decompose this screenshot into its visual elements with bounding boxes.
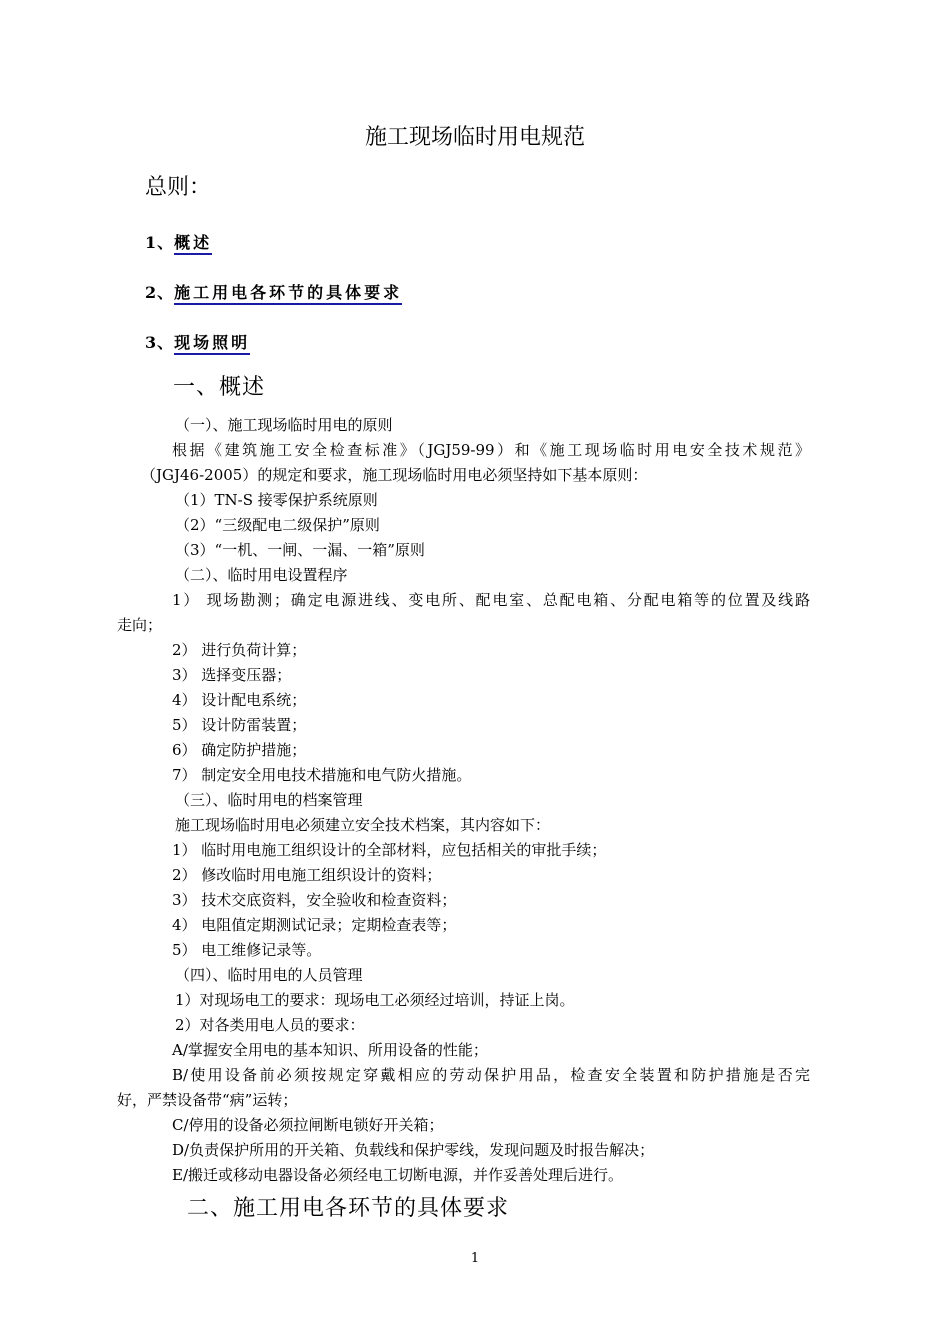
paragraph-line: 1）对现场电工的要求：现场电工必须经过培训，持证上岗。 (175, 991, 575, 1009)
section-heading-requirements: 二、施工用电各环节的具体要求 (187, 1196, 510, 1221)
subsection-title: （三）、临时用电的档案管理 (175, 791, 363, 809)
list-item: 3） 选择变压器； (172, 666, 292, 684)
list-item: 5） 设计防雷装置； (172, 716, 307, 734)
section-body (117, 413, 810, 1188)
principle-item: （2）“三级配电二级保护”原则 (175, 516, 380, 534)
principle-item: （1）TN-S 接零保护系统原则 (175, 491, 378, 509)
toc-item-requirements[interactable] (145, 280, 402, 303)
paragraph-line: 走向； (117, 616, 163, 634)
toc-number: 2、 (145, 283, 175, 302)
toc-item-overview[interactable] (145, 230, 212, 253)
toc-item-lighting[interactable] (145, 330, 250, 353)
paragraph-line: 根据《建筑施工安全检查标准》（JGJ59-99）和《施工现场临时用电安全技术规范》 (172, 441, 810, 459)
list-item: A/掌握安全用电的基本知识、所用设备的性能； (172, 1041, 488, 1059)
list-item: 1） 临时用电施工组织设计的全部材料，应包括相关的审批手续； (172, 841, 607, 859)
list-item: 7） 制定安全用电技术措施和电气防火措施。 (172, 766, 472, 784)
toc-link[interactable]: 施工用电各环节的具体要求 (174, 283, 402, 305)
section-heading-overview: 一、概述 (173, 375, 266, 400)
document-title: 施工现场临时用电规范 (364, 125, 585, 150)
list-item: 4） 设计配电系统； (172, 691, 307, 709)
toc-number: 1、 (145, 233, 175, 252)
list-item: 6） 确定防护措施； (172, 741, 307, 759)
list-item: B/使用设备前必须按规定穿戴相应的劳动保护用品，检查安全装置和防护措施是否完 (172, 1066, 810, 1084)
toc-link[interactable]: 概述 (174, 233, 212, 255)
list-item: 1） 现场勘测；确定电源进线、变电所、配电室、总配电箱、分配电箱等的位置及线路 (172, 591, 810, 609)
page-number: 1 (470, 1251, 480, 1266)
subsection-title: （二）、临时用电设置程序 (175, 566, 348, 584)
paragraph-line: 施工现场临时用电必须建立安全技术档案，其内容如下： (175, 816, 551, 834)
paragraph-line: 2）对各类用电人员的要求： (175, 1016, 365, 1034)
list-item: 2） 修改临时用电施工组织设计的资料； (172, 866, 442, 884)
general-heading: 总则： (145, 175, 212, 200)
subsection-title: （一）、施工现场临时用电的原则 (175, 416, 393, 434)
list-item: 2） 进行负荷计算； (172, 641, 307, 659)
subsection-title: （四）、临时用电的人员管理 (175, 966, 363, 984)
list-item: 5） 电工维修记录等。 (172, 941, 322, 959)
list-item: E/搬迁或移动电器设备必须经电工切断电源，并作妥善处理后进行。 (172, 1166, 624, 1184)
toc-number: 3、 (145, 333, 175, 352)
paragraph-line: 好，严禁设备带“病”运转； (117, 1091, 298, 1109)
paragraph-line: （JGJ46-2005）的规定和要求，施工现场临时用电必须坚持如下基本原则： (141, 466, 648, 484)
toc-link[interactable]: 现场照明 (174, 333, 250, 355)
list-item: 3） 技术交底资料，安全验收和检查资料； (172, 891, 457, 909)
list-item: D/负责保护所用的开关箱、负载线和保护零线，发现问题及时报告解决； (172, 1141, 655, 1159)
list-item: 4） 电阻值定期测试记录；定期检查表等； (172, 916, 457, 934)
list-item: C/停用的设备必须拉闸断电锁好开关箱； (172, 1116, 444, 1134)
principle-item: （3）“一机、一闸、一漏、一箱”原则 (175, 541, 425, 559)
